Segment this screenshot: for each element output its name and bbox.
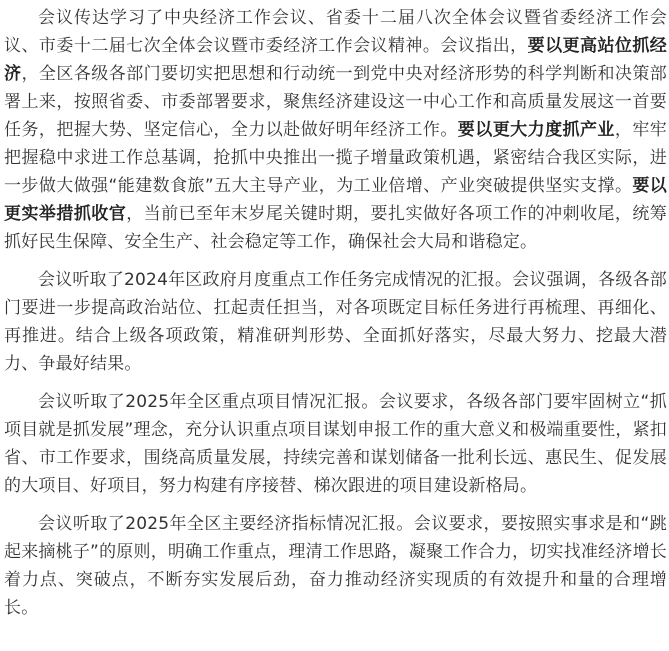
paragraph-3 — [4, 388, 667, 500]
paragraph-4 — [4, 510, 667, 622]
paragraph-4-text: 会议听取了2025年全区主要经济指标情况汇报。会议要求，要按照实事求是和“跳起来摘桃子”的原则，明确工作重点，理清工作思路，凝聚工作合力，切实找准经济增长着力点、突破点，不断夯实发展后劲，奋力推动经济实现质的有效提升和量的合理增长。 — [4, 514, 667, 618]
paragraph-1-text: ，牢牢把握稳中求进工作总基调，抢抓中央推出一揽子增量政策机遇，紧密结合我区实际，进一步做大做强“能建数食旅”五大主导产业，为工业倍增、产业突破提供坚实支撑。 — [4, 120, 667, 196]
emphasis-solid-measures: 要以更实举措抓收官 — [4, 176, 668, 224]
paragraph-1-text: ，当前已至年末岁尾关键时期，要扎实做好各项工作的冲刺收尾，统筹抓好民生保障、安全生产、社会稳定等工作，确保社会大局和谐稳定。 — [4, 204, 667, 252]
emphasis-greater-effort: 要以更大力度抓产业 — [457, 120, 615, 140]
paragraph-1 — [4, 4, 667, 256]
paragraph-1-text: 会议传达学习了中央经济工作会议、省委十二届八次全体会议暨省委经济工作会议、市委十二届七次全体会议暨市委经济工作会议精神。会议指出， — [4, 8, 667, 56]
emphasis-higher-standing: 要以更高站位抓经济 — [4, 36, 668, 84]
paragraph-2-text: 会议听取了2024年区政府月度重点工作任务完成情况的汇报。会议强调，各级各部门要进一步提高政治站位、扛起责任担当，对各项既定目标任务进行再梳理、再细化、再推进。结合上级各项政策，精准研判形势、全面抓好落实，尽最大努力、挖最大潜力、争最好结果。 — [4, 270, 667, 374]
paragraph-1-text: ，全区各级各部门要切实把思想和行动统一到党中央对经济形势的科学判断和决策部署上来，按照省委、市委部署要求，聚焦经济建设这一中心工作和高质量发展这一首要任务，把握大势、坚定信心，全力以赴做好明年经济工作。 — [4, 64, 668, 140]
paragraph-2 — [4, 266, 667, 378]
paragraph-3-text: 会议听取了2025年全区重点项目情况汇报。会议要求，各级各部门要牢固树立“抓项目就是抓发展”理念，充分认识重点项目谋划申报工作的重大意义和极端重要性，紧扣省、市工作要求，围绕高质量发展，持续完善和谋划储备一批利长远、惠民生、促发展的大项目、好项目，努力构建有序接替、梯次跟进的项目建设新格局。 — [4, 392, 667, 496]
